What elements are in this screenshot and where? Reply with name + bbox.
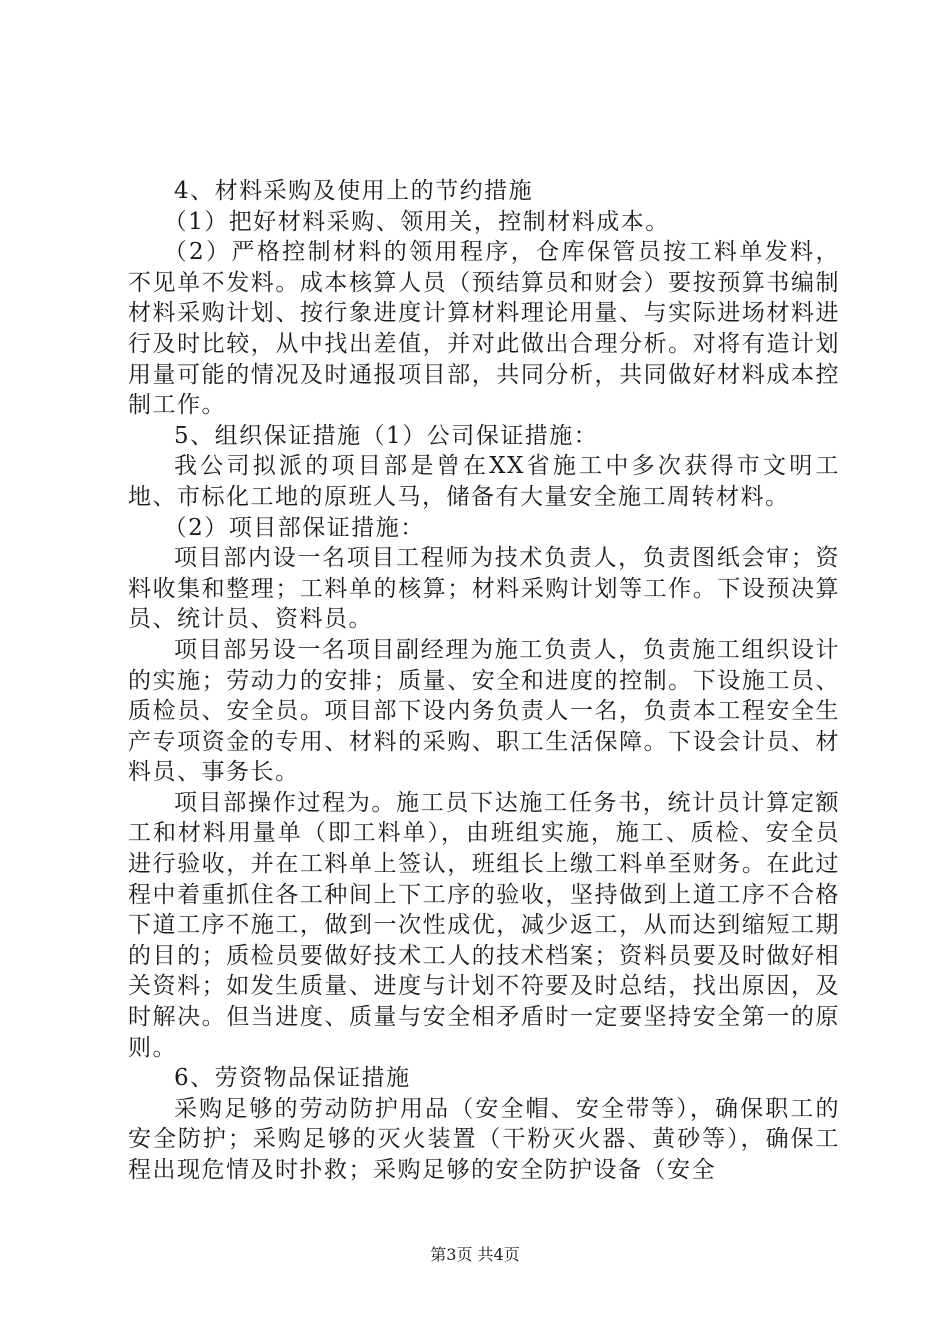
paragraph-deputy-manager: 项目部另设一名项目副经理为施工负责人，负责施工组织设计的实施；劳动力的安排；质量、安全和进度的控制。下设施工员、质检员、安全员。项目部下设内务负责人一名，负责本工程安全生产专项资金的专用、材料的采购、职工生活保障。下设会计员、材料员、事务长。 xyxy=(128,636,840,786)
paragraph-project-engineer: 项目部内设一名项目工程师为技术负责人，负责图纸会审；资料收集和整理；工料单的核算；材料采购计划等工作。下设预决算员、统计员、资料员。 xyxy=(128,545,840,633)
heading-project-measures: （2）项目部保证措施： xyxy=(163,514,425,541)
paragraph-company-measures: 我公司拟派的项目部是曾在XX省施工中多次获得市文明工地、市标化工地的原班人马，储备有大量安全施工周转材料。 xyxy=(128,453,840,510)
paragraph-material-purchase: （1）把好材料采购、领用关，控制材料成本。 xyxy=(163,208,670,235)
heading-organization-measures: 5、组织保证措施（1）公司保证措施： xyxy=(174,422,599,449)
page-number-footer: 第3页 共4页 xyxy=(430,1245,520,1264)
heading-material-saving: 4、材料采购及使用上的节约措施 xyxy=(174,178,534,204)
heading-labor-materials: 6、劳资物品保证措施 xyxy=(174,1065,411,1092)
paragraph-protective-equipment: 采购足够的劳动防护用品（安全帽、安全带等），确保职工的安全防护；采购足够的灭火装置（干粉灭火器、黄砂等），确保工程出现危情及时扑救；采购足够的安全防护设备（安全 xyxy=(128,1095,840,1183)
document-body xyxy=(128,176,840,1186)
paragraph-material-control: （2）严格控制材料的领用程序，仓库保管员按工料单发料，不见单不发料。成本核算人员（预结算员和财会）要按预算书编制材料采购计划、按行象进度计算材料理论用量、与实际进场材料进行及时比较，从中找出差值，并对此做出合理分析。对将有造计划用量可能的情况及时通报项目部，共同分析，共同做好材料成本控制工作。 xyxy=(128,239,840,419)
paragraph-operation-process: 项目部操作过程为。施工员下达施工任务书，统计员计算定额工和材料用量单（即工料单），由班组实施，施工、质检、安全员进行验收，并在工料单上签认，班组长上缴工料单至财务。在此过程中着重抓住各工种间上下工序的验收，坚持做到上道工序不合格下道工序不施工，做到一次性成优，减少返工，从而达到缩短工期的目的；质检员要做好技术工人的技术档案；资料员要及时做好相关资料；如发生质量、进度与计划不符要及时总结，找出原因，及时解决。但当进度、质量与安全相矛盾时一定要坚持安全第一的原则。 xyxy=(128,789,840,1061)
